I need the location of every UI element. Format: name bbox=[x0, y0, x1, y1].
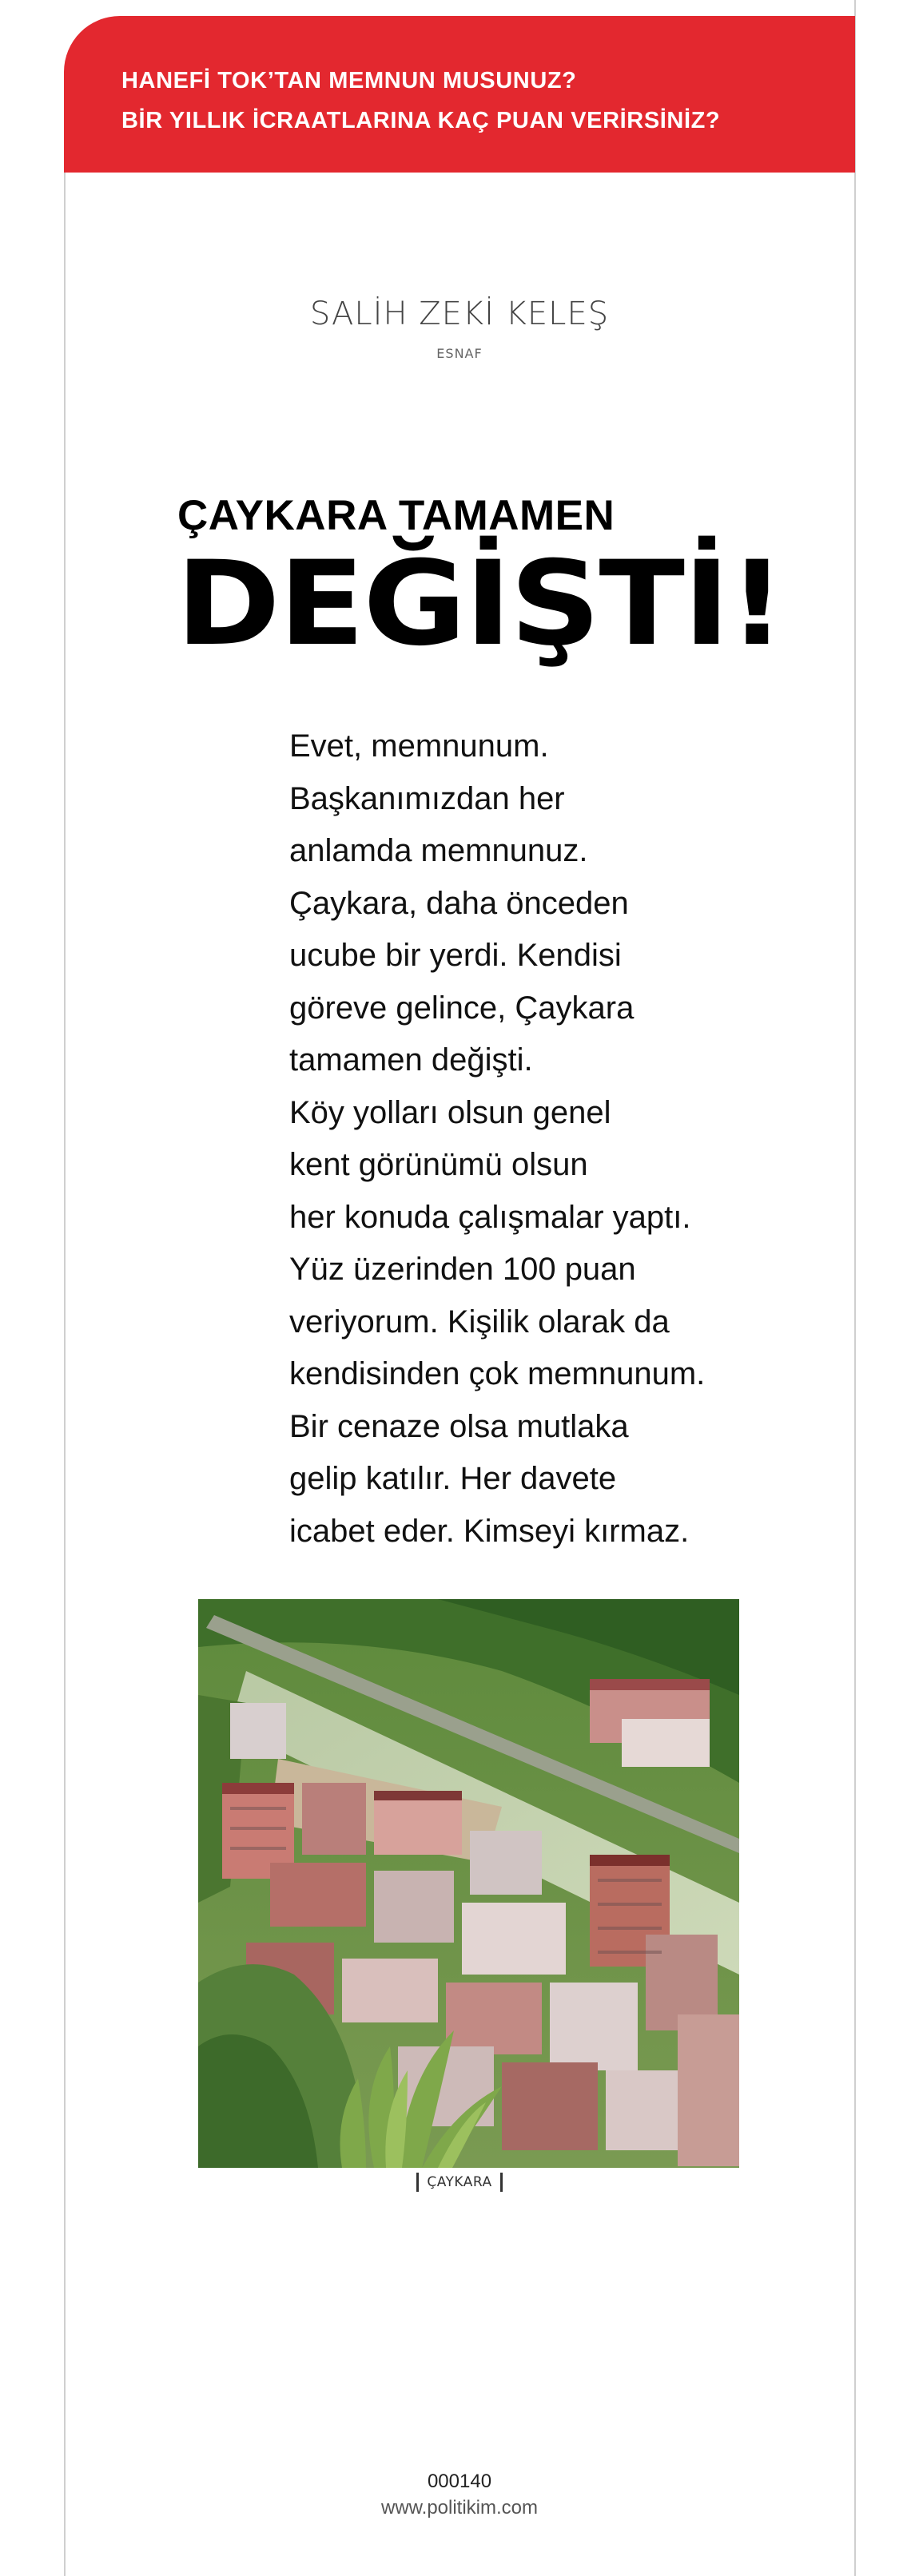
body-line: Köy yolları olsun genel bbox=[289, 1094, 611, 1130]
article-body bbox=[289, 720, 737, 1558]
town-photo-illustration bbox=[198, 1599, 739, 2168]
headline-main: DEĞİŞTİ! bbox=[176, 536, 785, 672]
page-number: 000140 bbox=[427, 2471, 492, 2492]
body-line: tamamen değişti. bbox=[289, 1042, 533, 1078]
body-line: Bir cenaze olsa mutlaka bbox=[289, 1408, 629, 1444]
body-line: kent görünümü olsun bbox=[289, 1147, 588, 1182]
body-line: göreve gelince, Çaykara bbox=[289, 990, 635, 1026]
question-banner bbox=[64, 16, 855, 173]
body-line: ucube bir yerdi. Kendisi bbox=[289, 938, 622, 973]
body-line: Başkanımızdan her bbox=[289, 780, 565, 816]
author-role: ESNAF bbox=[436, 346, 483, 361]
headline-kicker: ÇAYKARA TAMAMEN bbox=[177, 492, 615, 539]
caption-bar-right bbox=[500, 2173, 503, 2192]
banner-question-line-1: HANEFİ TOK’TAN MEMNUN MUSUNUZ? bbox=[121, 68, 577, 93]
banner-question-line-2: BİR YILLIK İCRAATLARINA KAÇ PUAN VERİRSİNİZ? bbox=[121, 108, 721, 133]
body-line: Yüz üzerinden 100 puan bbox=[289, 1252, 636, 1287]
body-line: gelip katılır. Her davete bbox=[289, 1461, 617, 1496]
caption-bar-left bbox=[416, 2173, 419, 2192]
body-line: veriyorum. Kişilik olarak da bbox=[289, 1304, 670, 1340]
photo-caption-text: ÇAYKARA bbox=[427, 2174, 492, 2190]
body-line: anlamda memnunuz. bbox=[289, 833, 588, 868]
body-line: kendisinden çok memnunum. bbox=[289, 1356, 706, 1391]
body-line: Evet, memnunum. bbox=[289, 728, 549, 764]
page-frame-left bbox=[64, 160, 66, 2576]
body-line: icabet eder. Kimseyi kırmaz. bbox=[289, 1513, 690, 1549]
body-line: Çaykara, daha önceden bbox=[289, 885, 629, 921]
photo-caption bbox=[0, 2173, 919, 2192]
caykara-town-photo bbox=[198, 1599, 739, 2168]
site-url: www.politikim.com bbox=[380, 2497, 539, 2518]
body-line: her konuda çalışmalar yaptı. bbox=[289, 1199, 691, 1235]
author-name: SALİH ZEKİ KELEŞ bbox=[309, 296, 610, 332]
